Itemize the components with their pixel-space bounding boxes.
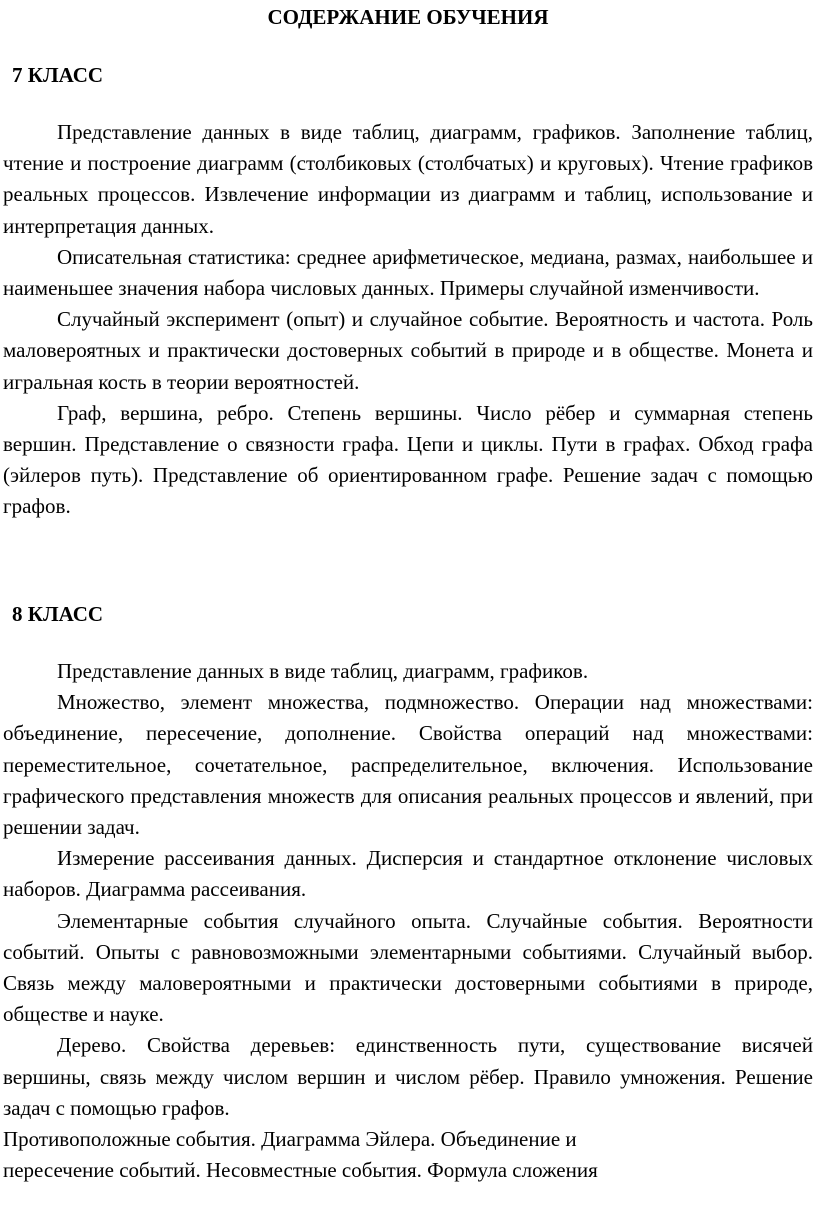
section-body-grade-7 xyxy=(3,117,813,523)
paragraph: Измерение рассеивания данных. Дисперсия и стандартное отклонение числовых наборов. Диаграмма рассеивания. xyxy=(3,846,813,902)
paragraph: Дерево. Свойства деревьев: единственность пути, существование висячей вершины, связь между числом вершин и числом рёбер. Правило умножения. Решение задач с помощью графов. xyxy=(3,1033,813,1120)
section-heading-grade-7: 7 КЛАСС xyxy=(12,63,104,87)
paragraph: Описательная статистика: среднее арифметическое, медиана, размах, наибольшее и наименьшее значения набора числовых данных. Примеры случайной изменчивости. xyxy=(3,244,813,301)
document-title: СОДЕРЖАНИЕ ОБУЧЕНИЯ xyxy=(267,5,549,29)
paragraph: Случайный эксперимент (опыт) и случайное событие. Вероятность и частота. Роль маловероятных и практически достоверных событий в природе и в обществе. Монета и игральная кость в теории вероятностей. xyxy=(3,307,813,394)
paragraph: Представление данных в виде таблиц, диаграмм, графиков. Заполнение таблиц, чтение и построение диаграмм (столбиковых (столбчатых) и круговых). Чтение графиков реальных процессов. Извлечение информации из диаграмм и таблиц, использование и интерпретация данных. xyxy=(3,120,813,238)
paragraph: Множество, элемент множества, подмножество. Операции над множествами: объединение, пересечение, дополнение. Свойства операций над множествами: переместительное, сочетательное, распределительное, включения. Использование графического представления множеств для описания реальных процессов и явлений, при решении задач. xyxy=(3,690,813,840)
paragraph-line: Противоположные события. Диаграмма Эйлера. Объединение и xyxy=(3,1127,577,1152)
paragraph-line: пересечение событий. Несовместные события. Формула сложения xyxy=(3,1158,598,1183)
section-body-grade-8 xyxy=(3,656,813,1186)
section-heading-grade-8: 8 КЛАСС xyxy=(12,602,104,626)
paragraph: Граф, вершина, ребро. Степень вершины. Число рёбер и суммарная степень вершин. Представление о связности графа. Цепи и циклы. Пути в графах. Обход графа (эйлеров путь). Представление об ориентированном графе. Решение задач с помощью графов. xyxy=(3,400,813,519)
paragraph: Элементарные события случайного опыта. Случайные события. Вероятности событий. Опыты с равновозможными элементарными событиями. Случайный выбор. Связь между маловероятными и практически достоверными событиями в природе, обществе и науке. xyxy=(3,908,813,1027)
paragraph: Представление данных в виде таблиц, диаграмм, графиков. xyxy=(57,659,589,683)
